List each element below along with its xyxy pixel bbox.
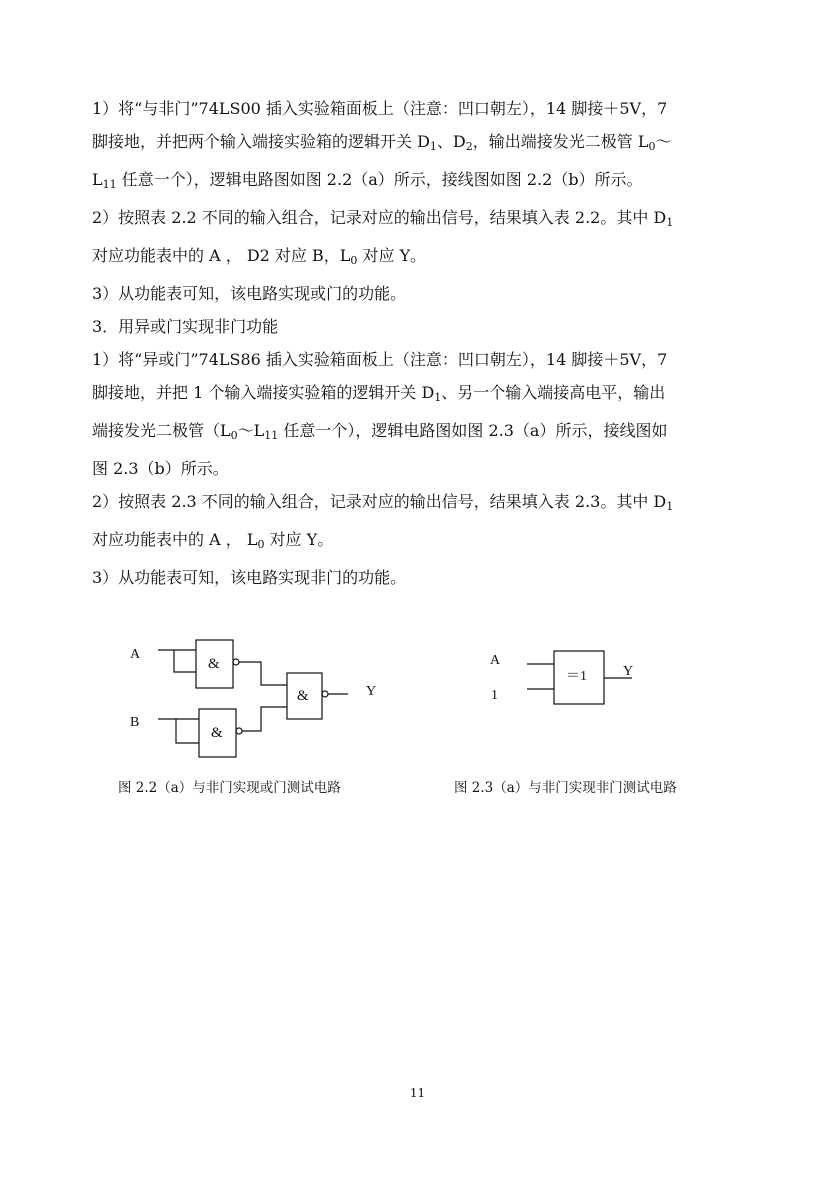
text-line: 1）将“与非门”74LS00 插入实验箱面板上（注意：凹口朝左），14 脚接＋5V，7	[92, 99, 668, 118]
text-line: 脚接地，并把 1 个输入端接实验箱的逻辑开关 $D_1$、另一个输入端接高电平，输出	[92, 383, 666, 404]
page-number: 11	[409, 1086, 426, 1100]
text-line: 图 2.3（b）所示。	[92, 459, 229, 478]
wire	[174, 650, 196, 672]
section-heading: 3．用异或门实现非门功能	[92, 317, 279, 336]
text-line: 对应功能表中的 A ， $L_0$ 对应 Y。	[92, 530, 334, 551]
text-line: 3）从功能表可知，该电路实现非门的功能。	[92, 568, 407, 587]
figure-caption: 图 2.3（a）与非门实现非门测试电路	[454, 780, 677, 796]
text-line: 对应功能表中的 A ， D2 对应 B，$L_0$ 对应 Y。	[92, 246, 427, 267]
gate-symbol: &	[297, 688, 309, 704]
text-line: 2）按照表 2.2 不同的输入组合，记录对应的输出信号，结果填入表 2.2。其中 $D_1$	[92, 208, 674, 229]
gate-symbol: ＝1	[566, 669, 587, 684]
output-label-y: Y	[623, 664, 634, 679]
input-label-b: B	[130, 715, 140, 730]
text-line: 1）将“异或门”74LS86 插入实验箱面板上（注意：凹口朝左），14 脚接＋5V，7	[92, 350, 668, 369]
gate-symbol: &	[211, 725, 223, 741]
wire	[176, 719, 199, 743]
text-line: 3）从功能表可知，该电路实现或门的功能。	[92, 284, 407, 303]
figure-caption: 图 2.2（a）与非门实现或门测试电路	[118, 780, 341, 796]
circuit-diagram-not	[470, 640, 670, 720]
text-line: $L_{11}$ 任意一个），逻辑电路图如图 2.2（a）所示，接线图如图 2.2（b）所示。	[92, 170, 643, 191]
wire	[239, 662, 287, 685]
gate-symbol: &	[208, 656, 220, 672]
text-line: 2）按照表 2.3 不同的输入组合，记录对应的输出信号，结果填入表 2.3。其中 $D_1$	[92, 492, 674, 513]
text-line: 脚接地，并把两个输入端接实验箱的逻辑开关 $D_1$、$D_2$，输出端接发光二极管 $L_0\sim$	[92, 132, 672, 153]
circuit-diagram-or	[110, 625, 410, 770]
inversion-bubble	[322, 691, 328, 697]
body-text	[92, 92, 772, 594]
input-label-1: 1	[491, 688, 498, 703]
inversion-bubble	[233, 659, 239, 665]
input-label-a: A	[130, 647, 141, 662]
wire	[242, 707, 287, 731]
input-label-a: A	[490, 653, 501, 668]
output-label-y: Y	[366, 684, 377, 699]
inversion-bubble	[236, 728, 242, 734]
text-line: 端接发光二极管（$L_0\sim L_{11}$ 任意一个），逻辑电路图如图 2.3（a）所示，接线图如	[92, 421, 668, 442]
